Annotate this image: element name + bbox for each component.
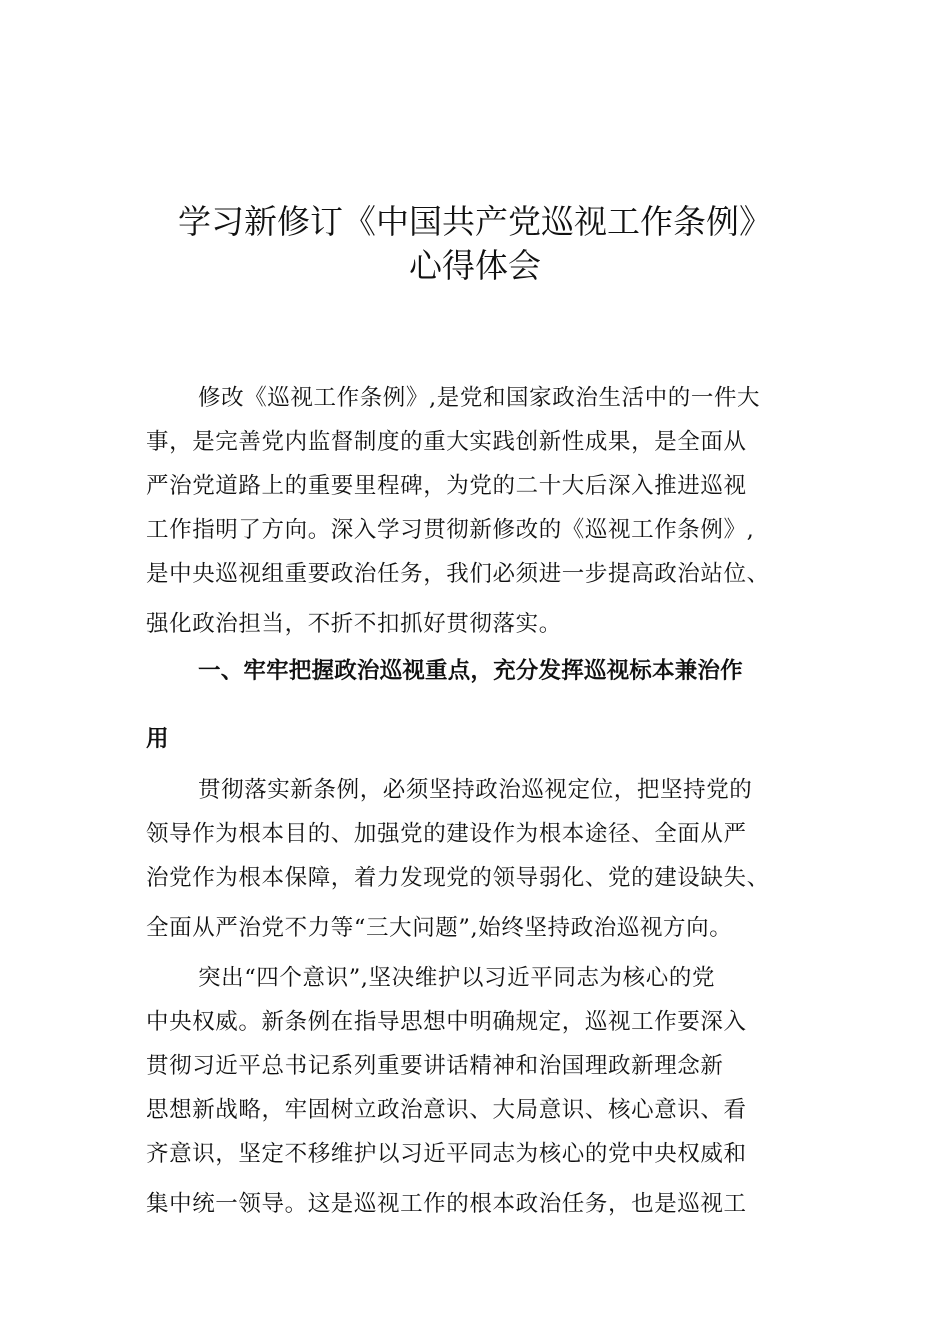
paragraph-1-line-1: 修改《巡视工作条例》,是党和国家政治生活中的一件大 bbox=[198, 385, 761, 411]
paragraph-3-line-1: 突出“四个意识”,坚决维护以习近平同志为核心的党 bbox=[198, 965, 716, 991]
paragraph-2-line-4: 全面从严治党不力等“三大问题”,始终坚持政治巡视方向。 bbox=[146, 915, 733, 941]
paragraph-3-line-2: 中央权威。新条例在指导思想中明确规定，巡视工作要深入 bbox=[146, 1009, 747, 1035]
paragraph-3-line-3: 贯彻习近平总书记系列重要讲话精神和治国理政新理念新 bbox=[146, 1053, 724, 1079]
paragraph-3-line-6: 集中统一领导。这是巡视工作的根本政治任务，也是巡视工 bbox=[146, 1191, 747, 1217]
section-heading-1-line-1: 一、牢牢把握政治巡视重点，充分发挥巡视标本兼治作 bbox=[198, 658, 743, 684]
document-title-line-2: 心得体会 bbox=[409, 246, 541, 285]
paragraph-2-line-2: 领导作为根本目的、加强党的建设作为根本途径、全面从严 bbox=[146, 821, 747, 847]
paragraph-1-line-3: 严治党道路上的重要里程碑，为党的二十大后深入推进巡视 bbox=[146, 473, 747, 499]
paragraph-3-line-4: 思想新战略，牢固树立政治意识、大局意识、核心意识、看 bbox=[146, 1097, 747, 1123]
section-heading-1-line-2: 用 bbox=[146, 726, 169, 752]
paragraph-1-line-2: 事，是完善党内监督制度的重大实践创新性成果，是全面从 bbox=[146, 429, 747, 455]
paragraph-1-line-4: 工作指明了方向。深入学习贯彻新修改的《巡视工作条例》, bbox=[146, 517, 755, 543]
paragraph-1-line-6: 强化政治担当，不折不扣抓好贯彻落实。 bbox=[146, 611, 562, 637]
paragraph-1-line-5: 是中央巡视组重要政治任务，我们必须进一步提高政治站位、 bbox=[146, 561, 770, 587]
paragraph-2-line-3: 治党作为根本保障，着力发现党的领导弱化、党的建设缺失、 bbox=[146, 865, 770, 891]
document-title-line-1: 学习新修订《中国共产党巡视工作条例》 bbox=[178, 202, 772, 241]
paragraph-2-line-1: 贯彻落实新条例，必须坚持政治巡视定位，把坚持党的 bbox=[198, 777, 753, 803]
paragraph-3-line-5: 齐意识，坚定不移维护以习近平同志为核心的党中央权威和 bbox=[146, 1141, 747, 1167]
